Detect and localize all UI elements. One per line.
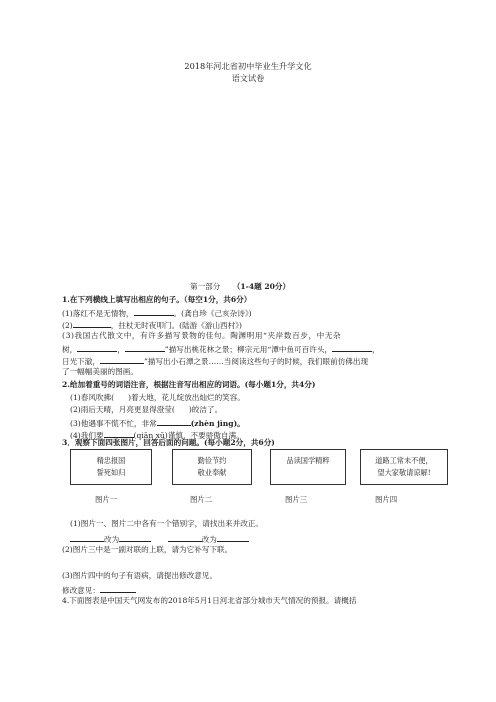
- part-label: 第一部分: [190, 282, 221, 291]
- document-title: 2018年河北省初中毕业生升学文化: [184, 61, 312, 71]
- q1-line-4: [62, 343, 380, 355]
- change-to-label: 改为: [104, 535, 120, 544]
- answer-blank: [77, 343, 117, 352]
- q1-line-1: [62, 307, 252, 319]
- q2-line-1-a: (1)春风吹拂(: [70, 393, 115, 402]
- picture-four-line2: 望大家敬请谅解!: [377, 468, 431, 477]
- q3-sub-3-answer: [62, 584, 136, 596]
- picture-one: [70, 449, 152, 485]
- answer-blank: [104, 429, 134, 438]
- q3-stem: 3．观察下面四张图片，回答后面的问题。(每小题2分，共6分): [62, 438, 275, 447]
- answer-blank: [217, 533, 249, 542]
- part-range: （1-4题 20分）: [232, 282, 291, 291]
- q3-sub-1-answers: [70, 533, 249, 545]
- picture-four-line1: 道路工常未不便，: [375, 456, 433, 465]
- q2-line-2-a: (2)雨后天晴，月亮更显得澄莹(: [70, 405, 175, 414]
- q3-sub-3: (3)图片四中的句子有语病，请提出修改意见。: [62, 571, 218, 580]
- q3-sub-1: (1)图片一、图片二中各有一个错别字，请找出来并改正。: [70, 519, 264, 528]
- picture-two-line1: 勤俭节约: [197, 456, 227, 465]
- picture-three-line1: 品读国学精粹: [286, 456, 330, 465]
- q1-line-2: [62, 319, 242, 331]
- q1-line-3: (3)我国古代散文中，有许多描写景物的佳句。陶渊明用“夹岸数百步，中无杂: [62, 331, 342, 340]
- q1-line-4-b: ，: [117, 345, 125, 354]
- q2-line-3-pinyin: (zhèn jìng)。: [190, 419, 245, 428]
- q1-line-1-source: 。(龚自珍《己亥杂诗》): [173, 309, 252, 318]
- picture-three: [270, 449, 346, 485]
- q1-line-2-num: (2): [62, 321, 73, 330]
- answer-blank: [168, 533, 202, 542]
- picture-two: [172, 449, 252, 485]
- q1-line-4-d: ，: [372, 345, 380, 354]
- q2-line-1-b: )着大地，花儿绽放出灿烂的笑容。: [128, 393, 245, 402]
- q1-stem: 1.在下列横线上填写出相应的句子。（每空1分，共6分）: [62, 295, 252, 304]
- picture-four: [360, 449, 448, 485]
- q1-line-4-c: ”描写出桃花林之景；柳宗元用“潭中鱼可百许头，: [164, 345, 333, 354]
- q3-sub-2: (2)图片三中是一副对联的上联，请为它补写下联。: [62, 545, 233, 554]
- q1-line-4-a: 树，: [62, 345, 78, 354]
- answer-blank: [70, 533, 104, 542]
- revision-label: 修改意见：: [62, 586, 100, 595]
- q4-stem: 4.下面图表是中国天气网发布的2018年5月1日河北省部分城市天气情况的预报。请概括: [62, 596, 357, 605]
- q2-line-2: [70, 405, 222, 415]
- q2-line-4-a: (4)我们要: [70, 431, 104, 440]
- q1-line-6: 了一幅幅美丽的图画。: [62, 367, 138, 376]
- q2-line-3: [70, 417, 245, 429]
- picture-one-line2: 誓死如归: [96, 468, 126, 477]
- change-to-label: 改为: [201, 535, 217, 544]
- q2-line-4-b: (qiān xū)谨慎，不要骄傲自满。: [133, 431, 244, 440]
- picture-one-line1: 精忠报国: [96, 456, 126, 465]
- q1-line-1-text: (1)落红不是无情物，: [62, 309, 134, 318]
- q1-line-5-a: 日光下澈，: [62, 357, 100, 366]
- answer-blank: [332, 343, 372, 352]
- picture-four-caption: 图片四: [375, 495, 398, 504]
- picture-three-caption: 图片三: [285, 495, 308, 504]
- answer-blank: [157, 417, 191, 426]
- answer-blank: [100, 355, 144, 364]
- q1-line-5: [62, 355, 368, 367]
- answer-blank: [119, 533, 151, 542]
- q2-line-1: [70, 393, 245, 403]
- q2-line-3-a: (3)他遇事不慌不忙，非常: [70, 419, 157, 428]
- answer-blank: [73, 319, 111, 328]
- answer-blank: [100, 584, 136, 593]
- answer-blank: [134, 307, 174, 316]
- q1-line-5-b: ”描写出小石潭之景……当阅读这些句子的时候，我们眼前仿佛出现: [143, 357, 369, 366]
- q2-stem: 2.给加着重号的词语注音，根据注音写出相应的词语。(每小题1分，共4分): [62, 380, 316, 389]
- picture-two-caption: 图片二: [190, 495, 213, 504]
- q2-line-2-b: )皎洁了。: [188, 405, 223, 414]
- document-subtitle: 语文试卷: [231, 73, 265, 83]
- part-header: [190, 282, 290, 292]
- answer-blank: [125, 343, 165, 352]
- picture-two-line2: 敬业奉献: [197, 468, 227, 477]
- q1-line-2-text: ，拄杖无时夜叩门。(陆游《游山西村》): [110, 321, 242, 330]
- picture-one-caption: 图片一: [95, 495, 118, 504]
